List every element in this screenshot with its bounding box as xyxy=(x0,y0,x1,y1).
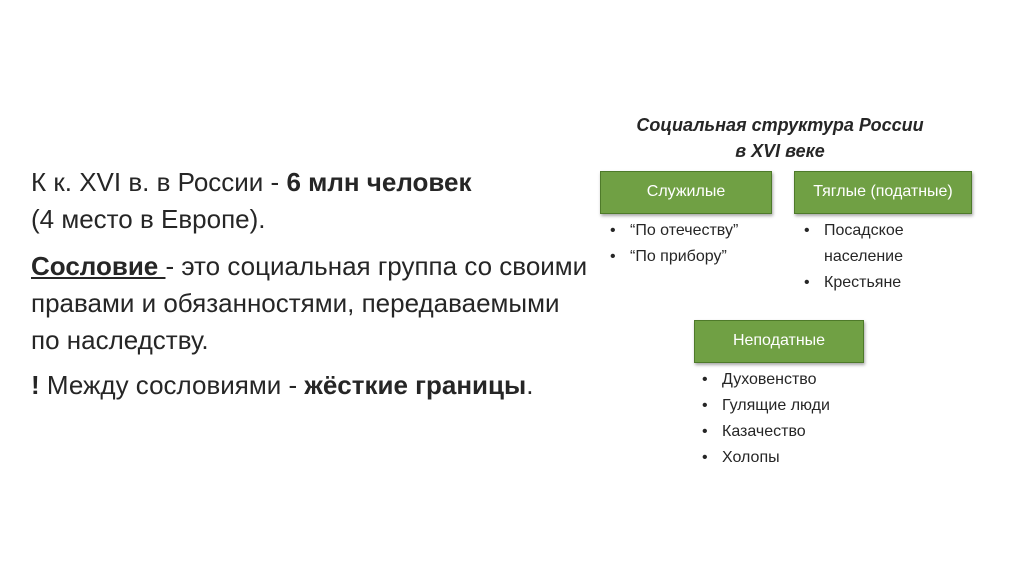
list-item: • Духовенство xyxy=(700,367,880,393)
estate-term: Сословие xyxy=(31,251,166,281)
non-taxpaying-list xyxy=(700,367,880,471)
population-paragraph xyxy=(31,164,591,238)
estate-definition: - это социальная группа со своими правами и обязанностями, передаваемыми по наследству. xyxy=(31,251,588,355)
population-text: К к. XVI в. в России - xyxy=(31,167,287,197)
diagram-title-line-2: в XVI веке xyxy=(735,141,825,161)
boundaries-paragraph xyxy=(31,367,591,404)
group-box-taxpaying: Тяглые (податные) xyxy=(794,171,972,214)
main-text xyxy=(31,164,591,404)
taxpaying-list xyxy=(802,218,952,296)
diagram-title-line-1: Социальная структура России xyxy=(636,115,924,135)
list-item: • Крестьяне xyxy=(802,270,952,296)
diagram-title xyxy=(600,112,960,164)
boundaries-text: Между сословиями - xyxy=(46,370,305,400)
boundaries-period: . xyxy=(526,370,534,400)
list-item: • Казачество xyxy=(700,419,880,445)
estate-definition-paragraph xyxy=(31,248,591,359)
europe-rank-text: (4 место в Европе). xyxy=(31,204,266,234)
group-box-servicemen: Служилые xyxy=(600,171,772,214)
list-item: • Гулящие люди xyxy=(700,393,880,419)
rigid-boundaries: жёсткие границы xyxy=(304,370,527,400)
list-item: • “По прибору” xyxy=(608,244,788,270)
group-box-non-taxpaying: Неподатные xyxy=(694,320,864,363)
population-figure: 6 млн человек xyxy=(286,167,472,197)
list-item: • “По отечеству” xyxy=(608,218,788,244)
exclamation-mark: ! xyxy=(31,370,47,400)
list-item: • Холопы xyxy=(700,445,880,471)
servicemen-list xyxy=(608,218,788,270)
list-item: • Посадское население xyxy=(802,218,952,270)
